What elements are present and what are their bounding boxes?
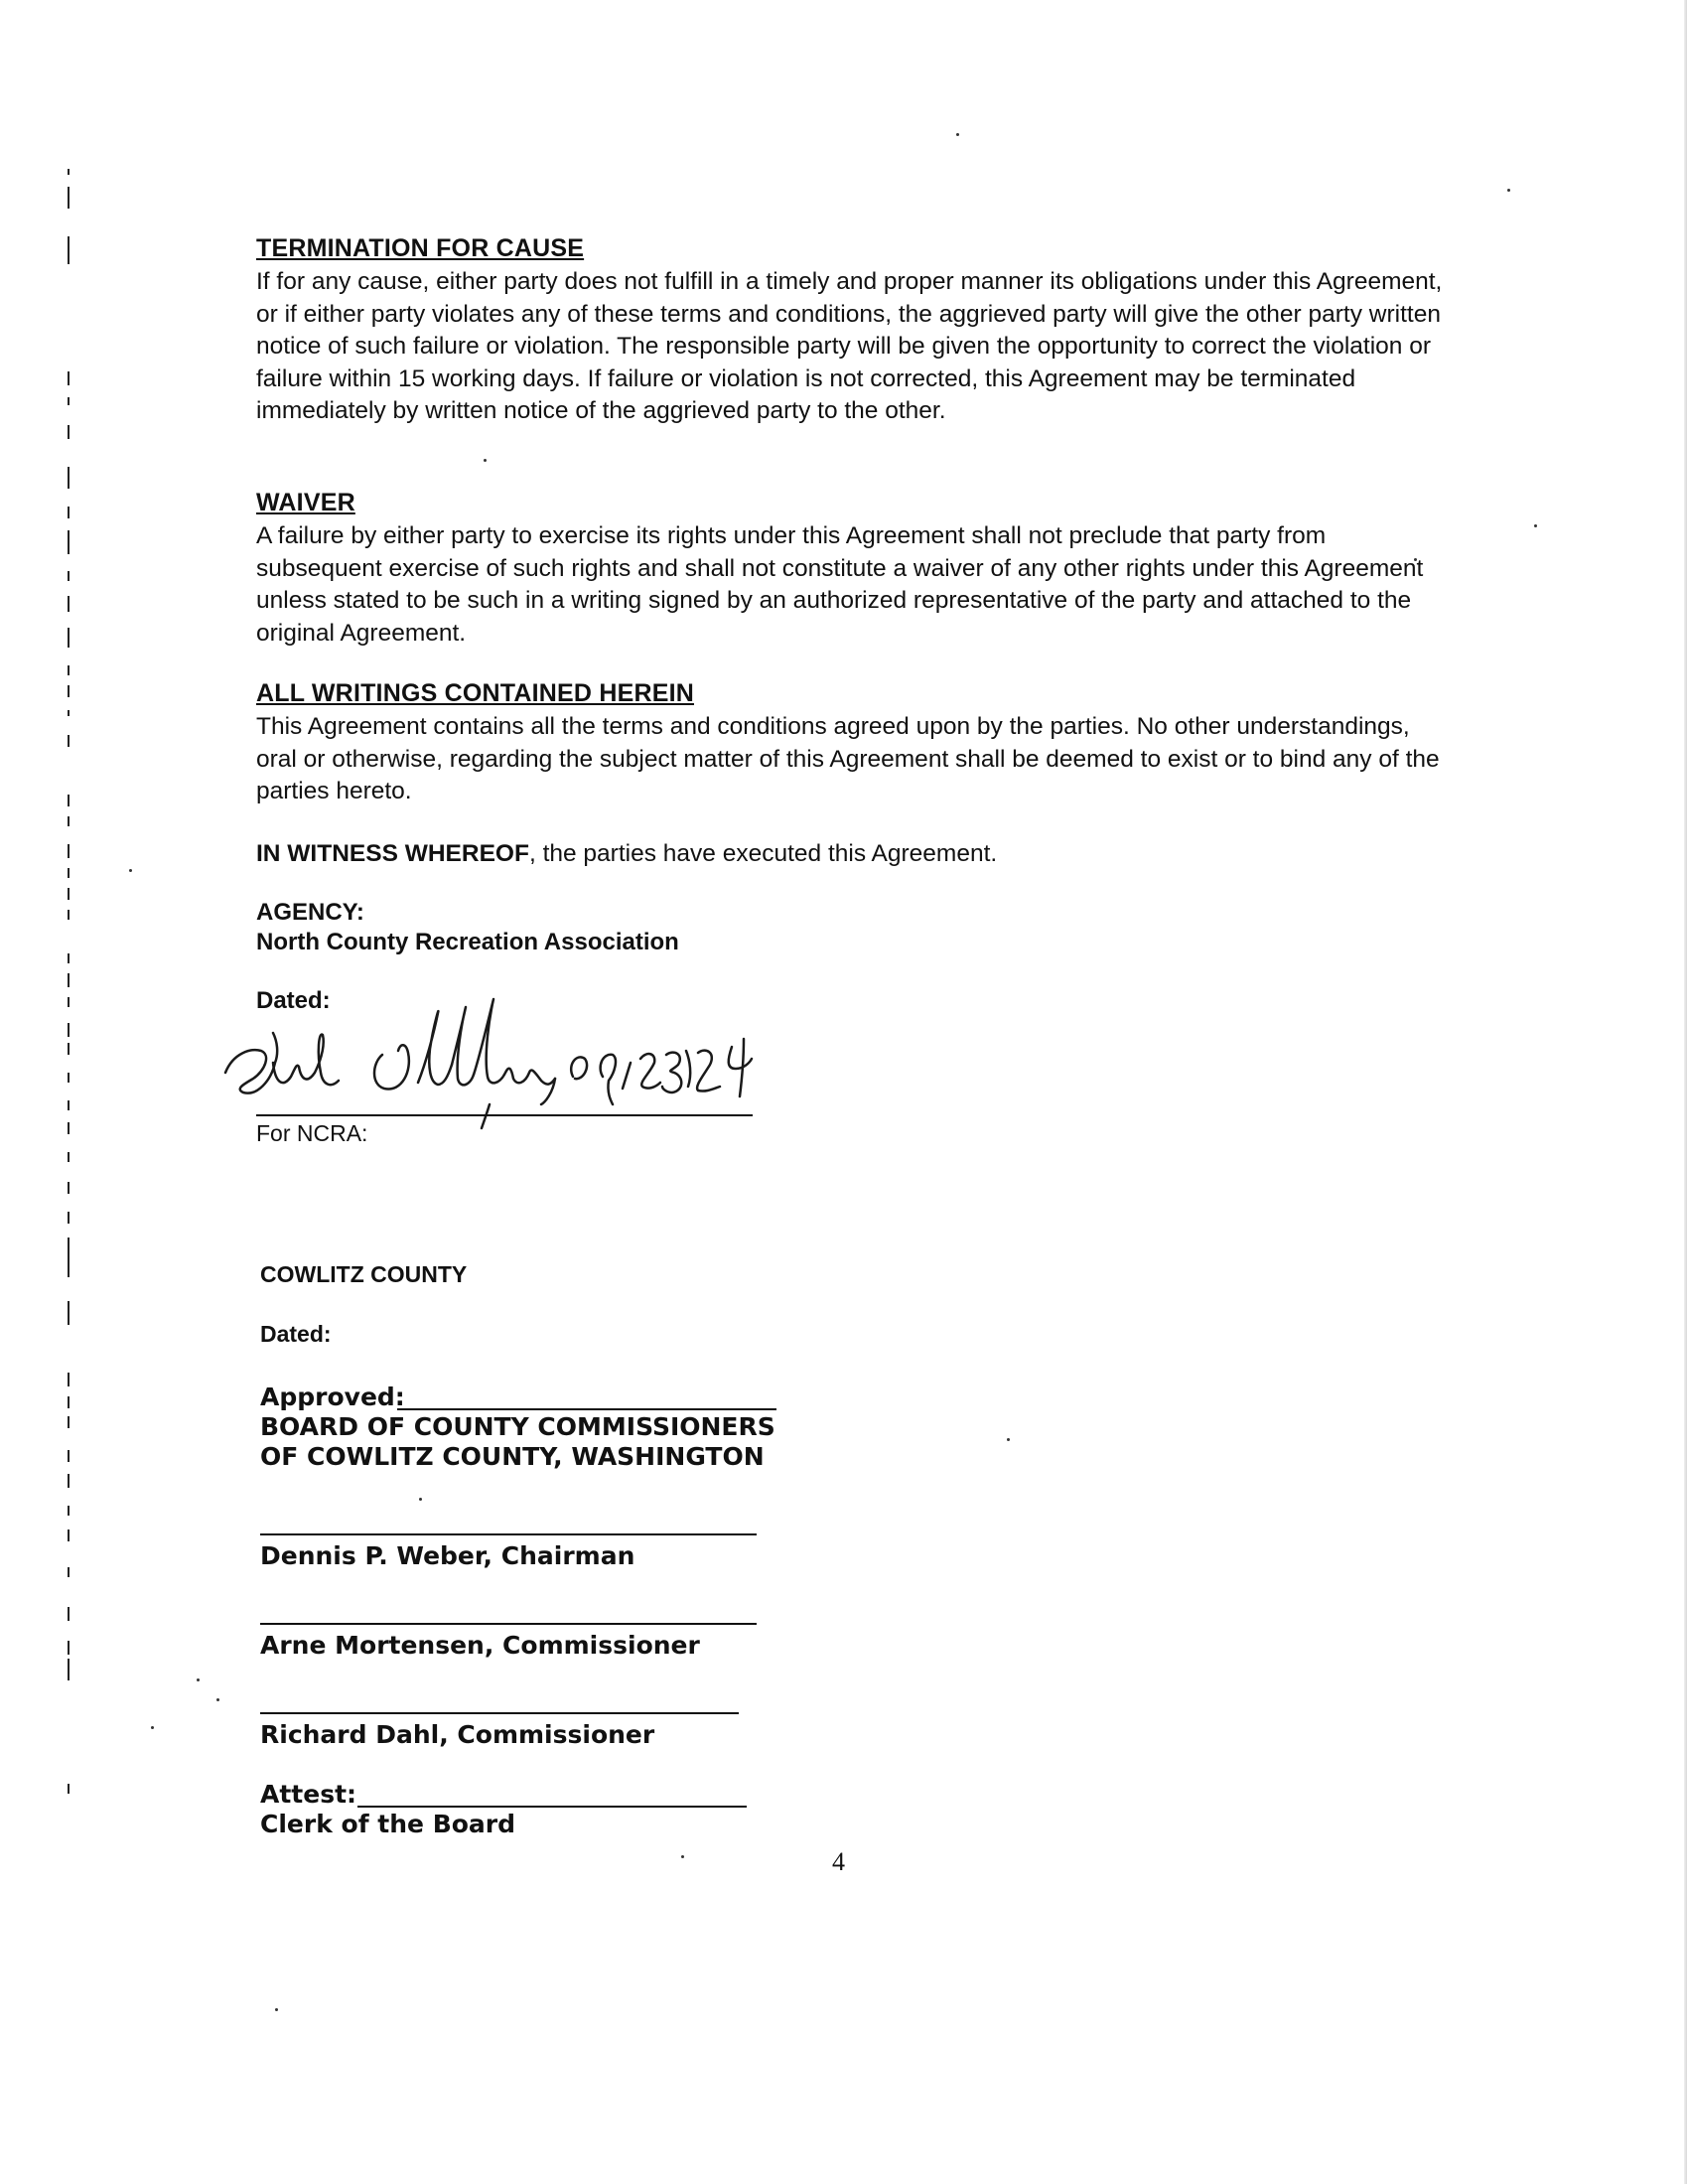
- for-ncra-label: For NCRA:: [256, 1120, 368, 1146]
- waiver-body: A failure by either party to exercise its rights under this Agreement shall not preclude that party from subsequent exercise of such rights and shall not constitute a waiver of any other rights under this Agreement unless stated to be such in a writing signed by an authorized representative of the party and attached to the original Agreement.: [256, 522, 1424, 647]
- scan-speck: [1507, 189, 1510, 192]
- agency-name: North County Recreation Association: [256, 929, 679, 955]
- county-name: COWLITZ COUNTY: [260, 1261, 468, 1287]
- approved-signature-line: [397, 1408, 776, 1410]
- scan-speck: [197, 1678, 200, 1681]
- scan-speck: [216, 1698, 219, 1701]
- scan-speck: [129, 869, 132, 872]
- waiver-heading: WAIVER: [256, 489, 355, 516]
- approved-label: Approved:: [260, 1383, 405, 1411]
- signatory-dahl: Richard Dahl, Commissioner: [260, 1720, 655, 1749]
- ncra-signature-line: [256, 1114, 753, 1116]
- margin-scan-marks: [68, 159, 73, 1649]
- board-line-1: BOARD OF COUNTY COMMISSIONERS: [260, 1412, 775, 1441]
- signature-line-chairman: [260, 1533, 757, 1535]
- signature-line-dahl: [260, 1712, 739, 1714]
- signature-line-mortensen: [260, 1623, 757, 1625]
- scan-speck: [1534, 524, 1537, 527]
- page-number: 4: [832, 1847, 845, 1876]
- scan-speck: [484, 459, 487, 462]
- termination-body: If for any cause, either party does not fulfill in a timely and proper manner its obligations under this Agreement, or if either party violates any of these terms and conditions, the aggrieved party will give the other party written notice of such failure or violation. The responsible party will be given the opportunity to correct the violation or failure within 15 working days. If failure or violation is not corrected, this Agreement may be terminated immediately by written notice of the aggrieved party to the other.: [256, 268, 1443, 424]
- scan-speck: [151, 1726, 154, 1729]
- witness-lead: IN WITNESS WHEREOF: [256, 840, 529, 867]
- signatory-chairman: Dennis P. Weber, Chairman: [260, 1541, 635, 1570]
- scan-speck: [1007, 1438, 1010, 1441]
- board-line-2: OF COWLITZ COUNTY, WASHINGTON: [260, 1442, 765, 1471]
- clerk-label: Clerk of the Board: [260, 1810, 516, 1838]
- county-dated-label: Dated:: [260, 1321, 332, 1347]
- scan-speck: [419, 1498, 422, 1501]
- scan-speck: [956, 133, 959, 136]
- witness-rest: , the parties have executed this Agreement.: [528, 840, 998, 867]
- termination-heading: TERMINATION FOR CAUSE: [256, 234, 585, 262]
- signatory-mortensen: Arne Mortensen, Commissioner: [260, 1631, 700, 1660]
- agency-label: AGENCY:: [256, 899, 364, 926]
- scan-speck: [275, 2008, 278, 2011]
- agency-dated-label: Dated:: [256, 987, 331, 1014]
- writings-heading: ALL WRITINGS CONTAINED HEREIN: [256, 679, 694, 707]
- writings-body: This Agreement contains all the terms and conditions agreed upon by the parties. No other understandings, oral or otherwise, regarding the subject matter of this Agreement shall be deemed to exist or to bind any of the parties hereto.: [256, 713, 1440, 804]
- scan-speck: [681, 1855, 684, 1858]
- attest-signature-line: [357, 1806, 747, 1808]
- attest-label: Attest:: [260, 1780, 357, 1809]
- witness-statement: [256, 840, 997, 868]
